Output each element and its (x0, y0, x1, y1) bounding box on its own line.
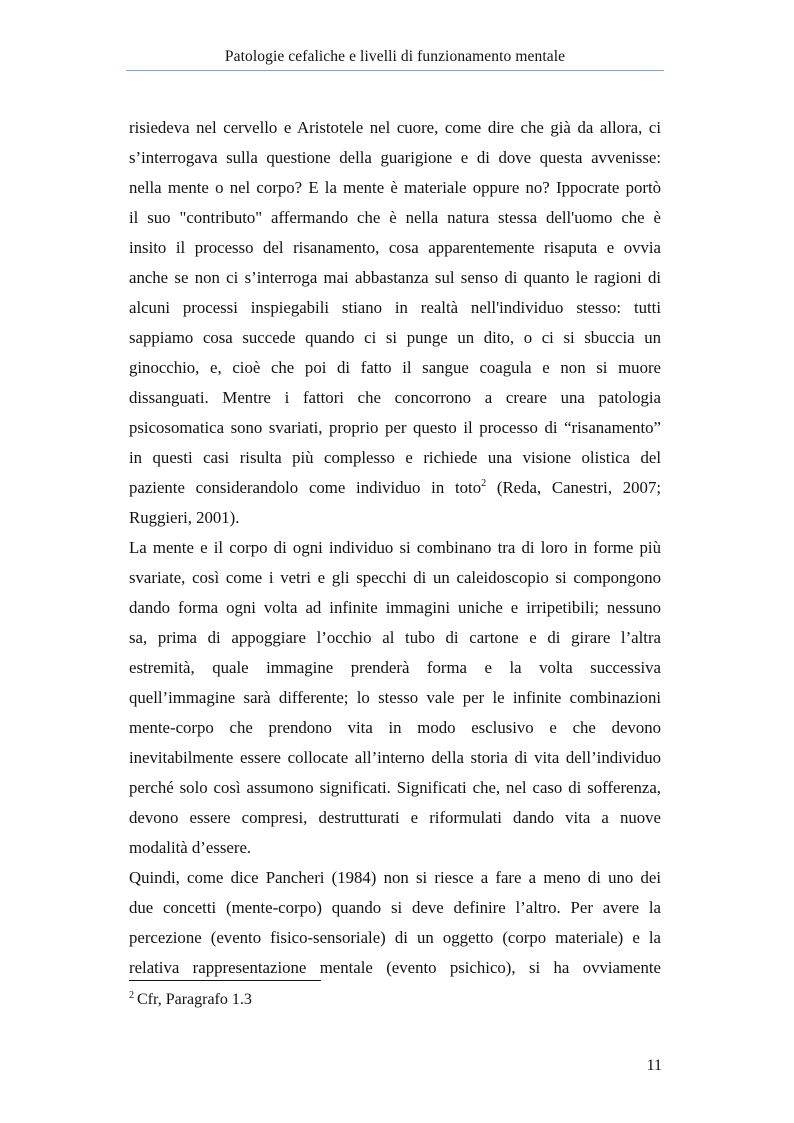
paragraph-1 (129, 113, 661, 533)
text-line: Quindi, come dice Pancheri (1984) non si riesce a fare a meno di uno dei (129, 868, 661, 887)
text-line: inevitabilmente essere collocate all’interno della storia di vita dell’individuo (129, 748, 661, 767)
text-line: insito il processo del risanamento, cosa apparentemente risaputa e ovvia (129, 238, 661, 257)
header-rule (126, 70, 664, 71)
text-line: sappiamo cosa succede quando ci si punge un dito, o ci si sbuccia un (129, 328, 661, 347)
text-line: dissanguati. Mentre i fattori che concorrono a creare una patologia (129, 388, 661, 407)
text-line: nella mente o nel corpo? E la mente è materiale oppure no? Ippocrate portò (129, 178, 661, 197)
text-line: sa, prima di appoggiare l’occhio al tubo di cartone e di girare l’altra (129, 628, 661, 647)
text-line: estremità, quale immagine prenderà forma e la volta successiva (129, 658, 661, 677)
footnote-reference[interactable]: 2 (481, 478, 487, 489)
text-line: il suo "contributo" affermando che è nella natura stessa dell'uomo che è (129, 208, 661, 227)
text-line: risiedeva nel cervello e Aristotele nel cuore, come dire che già da allora, ci (129, 118, 661, 137)
text-line: alcuni processi inspiegabili stiano in realtà nell'individuo stesso: tutti (129, 298, 661, 317)
page-number: 11 (646, 1057, 662, 1074)
text-line: due concetti (mente-corpo) quando si deve definire l’altro. Per avere la (129, 898, 661, 917)
text-line: s’interrogava sulla questione della guarigione e di dove questa avvenisse: (129, 148, 661, 167)
text-line: in questi casi risulta più complesso e richiede una visione olistica del (129, 448, 661, 467)
text-line-with-footnote-ref (129, 473, 661, 503)
text-segment: paziente considerandolo come individuo in toto (129, 478, 482, 497)
text-line: percezione (evento fisico-sensoriale) di un oggetto (corpo materiale) e la (129, 928, 661, 947)
text-line: Ruggieri, 2001). (129, 508, 240, 527)
running-header: Patologie cefaliche e livelli di funzionamento mentale (224, 48, 566, 65)
footnote-number: 2 (129, 990, 134, 1001)
text-line: quell’immagine sarà differente; lo stesso vale per le infinite combinazioni (129, 688, 661, 707)
text-line: psicosomatica sono svariati, proprio per questo il processo di “risanamento” (129, 418, 661, 437)
text-line: perché solo così assumono significati. Significati che, nel caso di sofferenza, (129, 778, 661, 797)
text-segment: (Reda, Canestri, 2007; (486, 478, 661, 497)
text-line: La mente e il corpo di ogni individuo si combinano tra di loro in forme più (129, 538, 661, 557)
text-line: devono essere compresi, destrutturati e riformulati dando vita a nuove (129, 808, 661, 827)
text-line: svariate, così come i vetri e gli specchi di un caleidoscopio si compongono (129, 568, 661, 587)
text-line: dando forma ogni volta ad infinite immagini uniche e irripetibili; nessuno (129, 598, 661, 617)
paragraph-3 (129, 863, 661, 983)
text-line: anche se non ci s’interroga mai abbastanza sul senso di quanto le ragioni di (129, 268, 661, 287)
body-text (129, 113, 661, 983)
footnote (129, 989, 252, 1011)
footnote-text: Cfr, Paragrafo 1.3 (137, 991, 252, 1008)
footnote-separator (129, 980, 321, 981)
text-line: mente-corpo che prendono vita in modo esclusivo e che devono (129, 718, 661, 737)
text-line: relativa rappresentazione mentale (evento psichico), si ha ovviamente (129, 958, 661, 977)
paragraph-2 (129, 533, 661, 863)
text-line: ginocchio, e, cioè che poi di fatto il sangue coagula e non si muore (129, 358, 661, 377)
text-line: modalità d’essere. (129, 838, 252, 857)
